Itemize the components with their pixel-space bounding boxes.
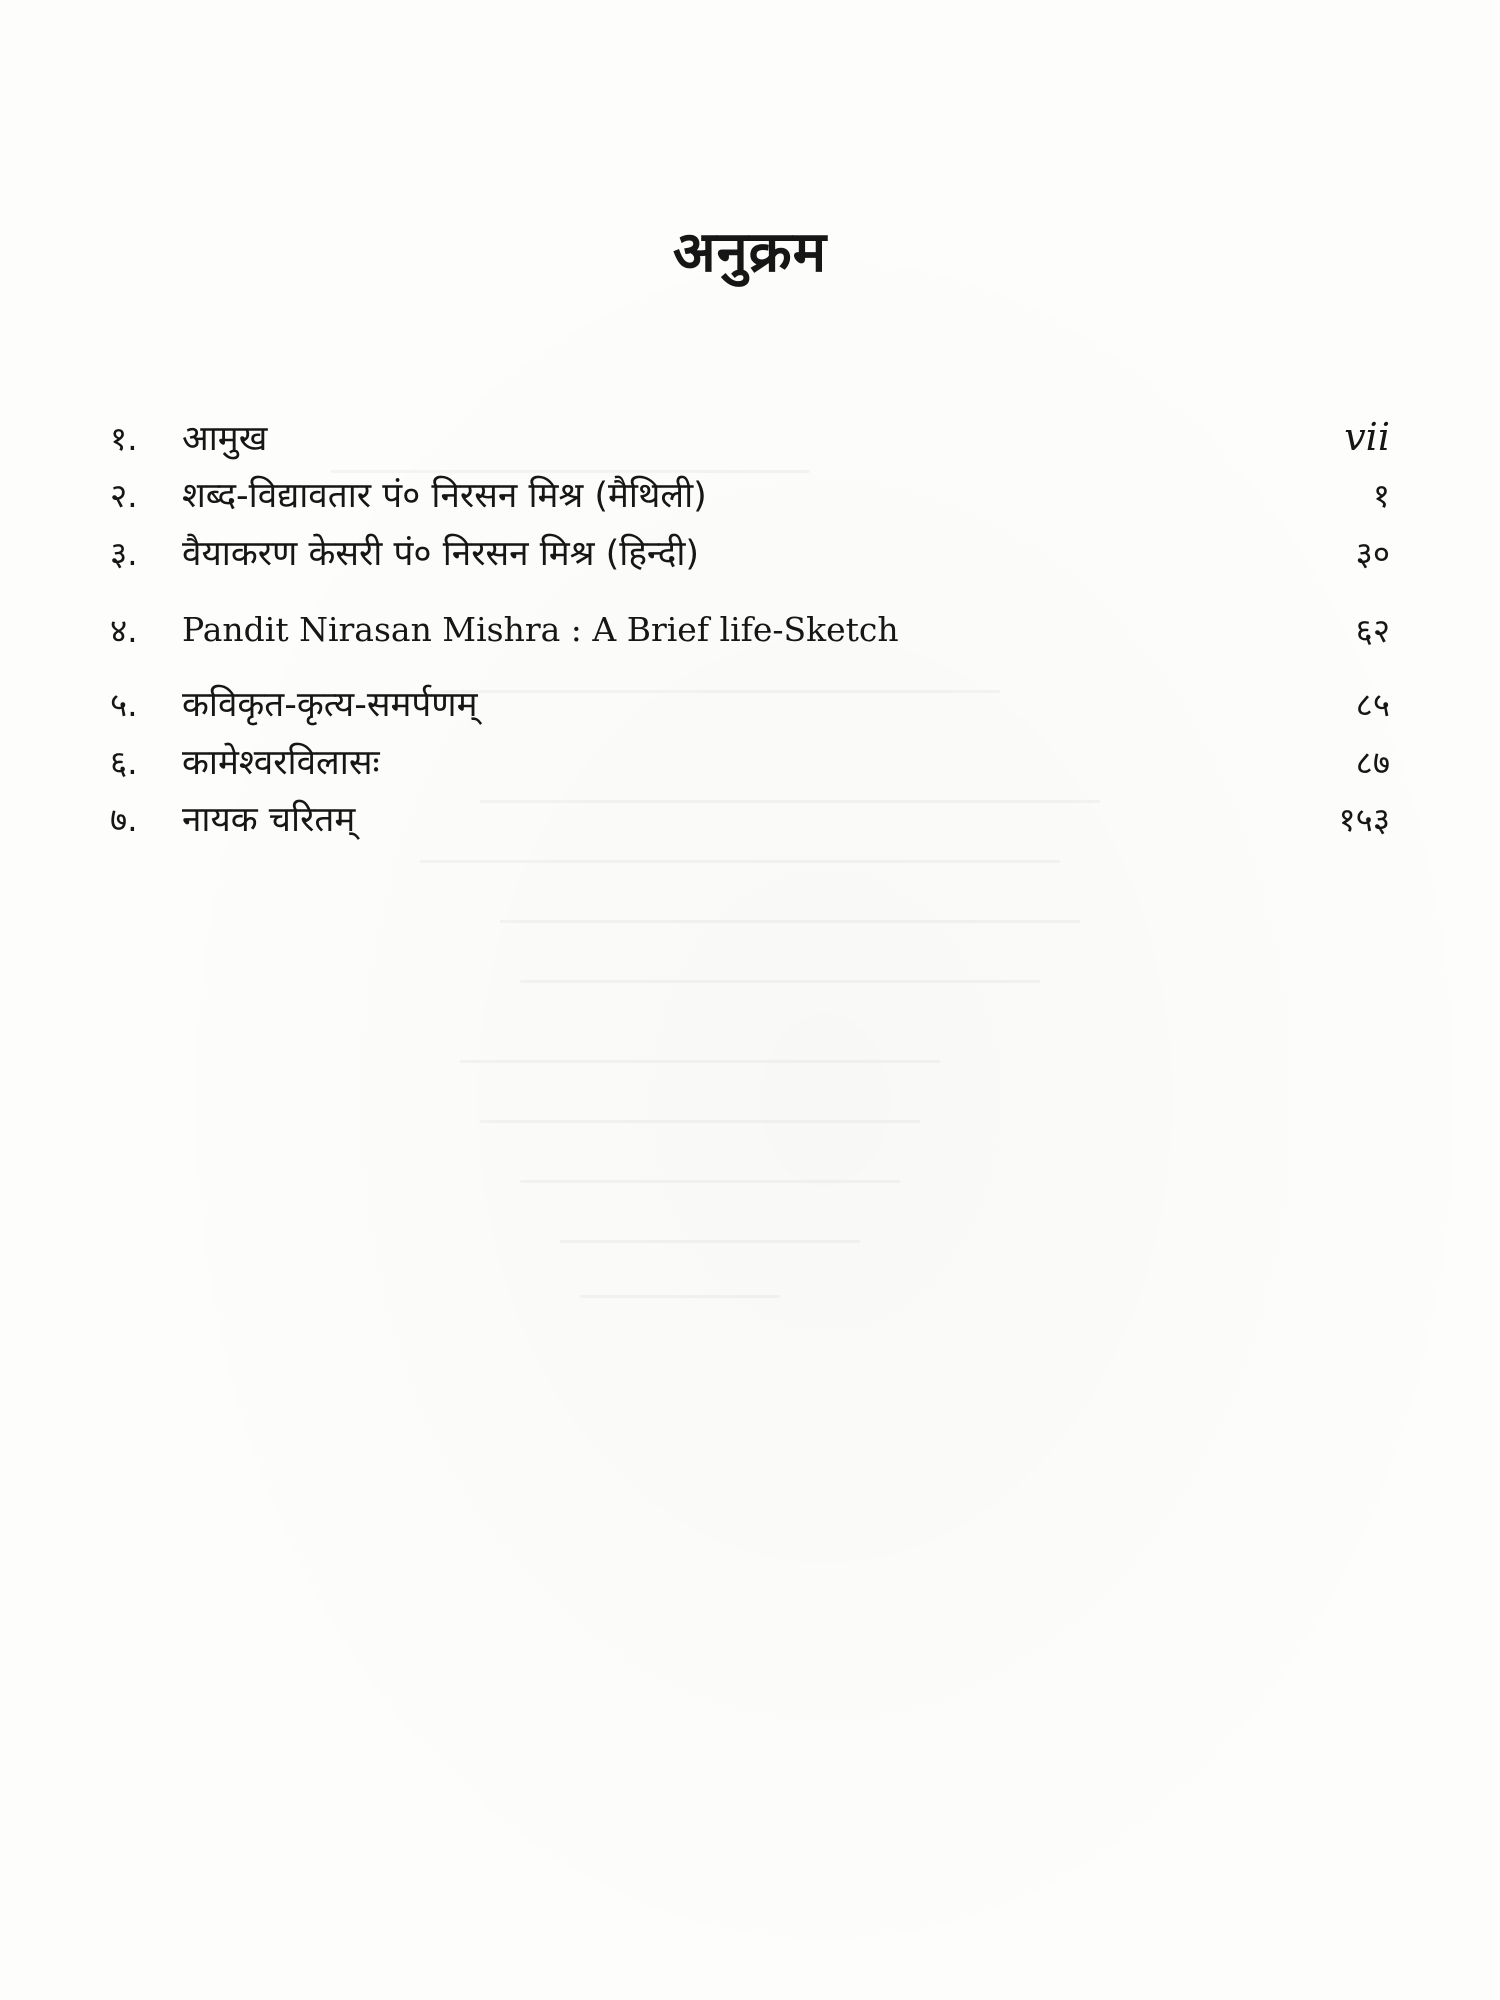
bleed-through-line bbox=[420, 860, 1060, 863]
toc-entry-4[interactable] bbox=[110, 601, 1390, 657]
entry-number: ३. bbox=[110, 533, 138, 573]
bleed-through-line bbox=[480, 1120, 920, 1123]
entry-page: १ bbox=[1372, 475, 1390, 515]
entry-number: ४. bbox=[110, 610, 138, 650]
entry-page: ८७ bbox=[1355, 742, 1390, 782]
entry-page: १५३ bbox=[1338, 799, 1390, 839]
page-title: अनुक्रम bbox=[672, 220, 828, 285]
bleed-through-line bbox=[460, 1060, 940, 1063]
toc-entry-2[interactable] bbox=[110, 466, 1390, 522]
bleed-through-line bbox=[560, 1240, 860, 1243]
entry-title: कविकृत-कृत्य-समर्पणम् bbox=[182, 684, 478, 725]
bleed-through-line bbox=[580, 1295, 780, 1298]
entry-title: वैयाकरण केसरी पं० निरसन मिश्र (हिन्दी) bbox=[182, 533, 700, 574]
entry-number: ७. bbox=[110, 799, 138, 839]
toc-entry-7[interactable] bbox=[110, 790, 1390, 846]
entry-title: नायक चरितम् bbox=[182, 799, 356, 840]
bleed-through-line bbox=[500, 920, 1080, 923]
entry-title: कामेश्वरविलासः bbox=[182, 742, 380, 783]
entry-page: ६२ bbox=[1355, 610, 1390, 650]
toc-entry-6[interactable] bbox=[110, 733, 1390, 789]
entry-number: ५. bbox=[110, 684, 138, 724]
entry-title: शब्द-विद्यावतार पं० निरसन मिश्र (मैथिली) bbox=[182, 475, 707, 516]
bleed-through-line bbox=[520, 1180, 900, 1183]
toc-entry-3[interactable] bbox=[110, 524, 1390, 580]
entry-number: २. bbox=[110, 475, 138, 515]
entry-number: १. bbox=[110, 418, 138, 458]
entry-number: ६. bbox=[110, 742, 138, 782]
entry-title: Pandit Nirasan Mishra : A Brief life-Sketch bbox=[182, 609, 899, 649]
bleed-through-line bbox=[520, 980, 1040, 983]
entry-title: आमुख bbox=[182, 418, 268, 459]
toc-entry-5[interactable] bbox=[110, 675, 1390, 731]
toc-entry-1[interactable] bbox=[110, 409, 1390, 465]
entry-page: vii bbox=[1344, 415, 1390, 459]
entry-page: ३० bbox=[1355, 533, 1390, 573]
entry-page: ८५ bbox=[1355, 684, 1390, 724]
